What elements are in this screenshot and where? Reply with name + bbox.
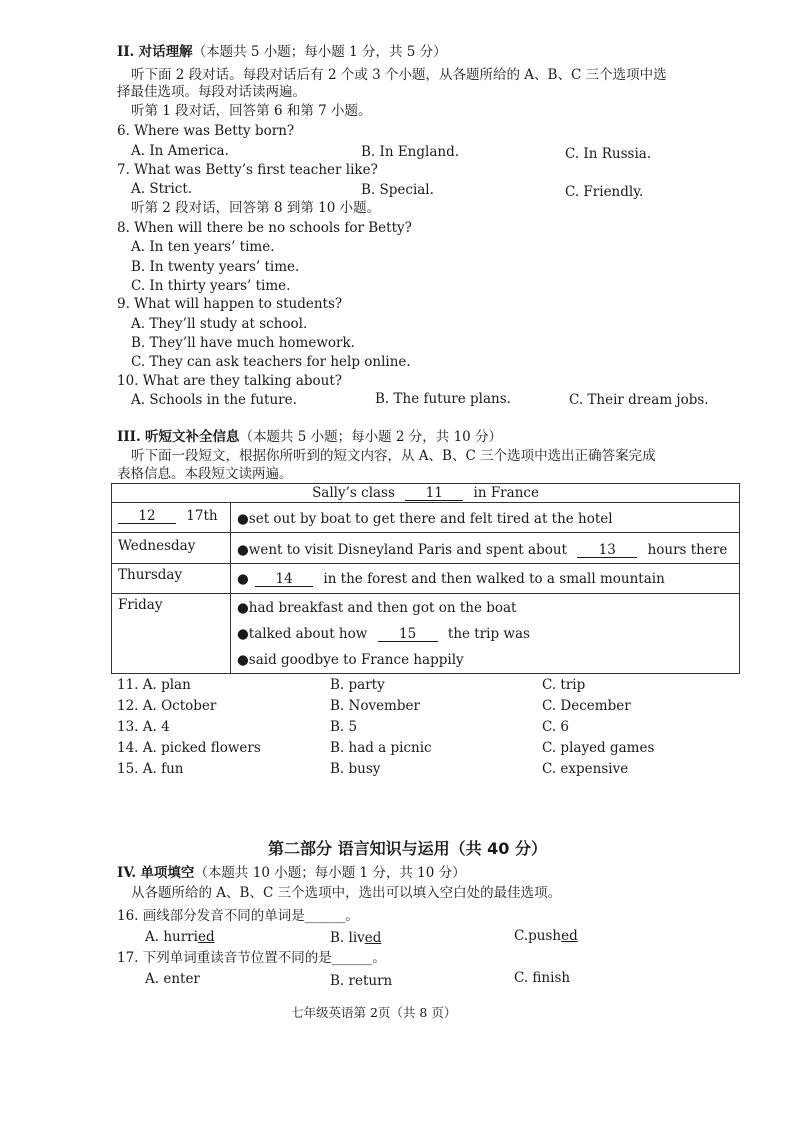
section-3-num: III. [117,429,141,445]
q6-option-c: C. In Russia. [565,146,652,162]
question-9: 9. What will happen to students? [117,296,343,312]
bullet-icon: ● [237,652,249,668]
section-4-instruction: 从各题所给的 A、B、C 三个选项中，选出可以填入空白处的最佳选项。 [131,885,562,901]
bullet-icon: ● [237,626,249,642]
row-activity-cell [231,564,740,594]
q13-option-b: B. 5 [330,719,358,735]
q13-option-c: C. 6 [542,719,570,735]
question-10: 10. What are they talking about? [117,373,342,389]
q15-option-a: 15. A. fun [117,761,184,777]
q15-option-b: B. busy [330,761,381,777]
section-3-instruction-2: 表格信息。本段短文读两遍。 [117,466,293,482]
row-day-cell: Friday [112,594,231,674]
bullet-icon: ● [237,600,249,616]
section-4-note: （本题共 10 小题；每小题 1 分，共 10 分） [194,865,466,881]
q11-option-a: 11. A. plan [117,677,191,693]
q10-option-a: A. Schools in the future. [131,392,297,408]
table-row [112,594,740,674]
section-3-note: （本题共 5 小题；每小题 2 分，共 10 分） [239,429,503,445]
table-title-text: Sally’s class [312,485,395,501]
q16-option-c: C.pushed [514,928,578,944]
part-2-title: 第二部分 语言知识与运用（共 40 分） [268,839,547,858]
q6-option-a: A. In America. [131,143,229,159]
section-2-instruction-1: 听下面 2 段对话。每段对话后有 2 个或 3 个小题，从各题所给的 A、B、C 三个选项中选 [131,67,667,83]
section-2-note: （本题共 5 小题；每小题 1 分，共 5 分） [192,44,447,60]
row-date-cell [112,503,231,533]
q7-option-a: A. Strict. [131,181,193,197]
blank-15: 15 [378,627,438,642]
dialog-1-intro: 听第 1 段对话，回答第 6 和第 7 小题。 [131,103,372,119]
row-day-cell: Wednesday [112,533,231,564]
q8-option-c: C. In thirty years’ time. [131,278,291,294]
q17-option-b: B. return [330,973,393,989]
table-row [112,564,740,594]
question-16: 16. 画线部分发音不同的单词是______。 [117,908,359,924]
q14-option-a: 14. A. picked flowers [117,740,261,756]
question-8: 8. When will there be no schools for Betty? [117,220,412,236]
section-3-instruction-1: 听下面一段短文，根据你所听到的短文内容，从 A、B、C 三个选项中选出正确答案完成 [131,448,656,464]
section-2-instruction-2: 择最佳选项。每段对话读两遍。 [117,84,306,100]
q17-option-c: C. finish [514,970,571,986]
section-4-title: 单项填空 [140,865,195,881]
q16-option-b: B. lived [330,930,382,946]
q10-option-c: C. Their dream jobs. [569,392,709,408]
q9-option-c: C. They can ask teachers for help online. [131,354,411,370]
q8-option-a: A. In ten years’ time. [131,239,275,255]
q17-option-a: A. enter [145,971,200,987]
row-day-cell: Thursday [112,564,231,594]
section-2-heading [117,43,447,61]
page-footer: 七年级英语第 2页（共 8 页） [291,1005,457,1020]
blank-11: 11 [405,486,463,501]
q14-option-b: B. had a picnic [330,740,432,756]
table-row [112,533,740,564]
blank-12: 12 [118,509,176,524]
q11-option-c: C. trip [542,677,586,693]
table-row [112,503,740,533]
table-title-suffix: in France [473,485,539,501]
q7-option-b: B. Special. [361,182,434,198]
bullet-icon: ● [237,542,249,558]
blank-13: 13 [577,543,637,558]
q11-option-b: B. party [330,677,385,693]
q15-option-c: C. expensive [542,761,629,777]
row-activity-cell [231,594,740,674]
q12-option-c: C. December [542,698,631,714]
friday-line-1: ●had breakfast and then got on the boat [237,600,517,616]
q13-option-a: 13. A. 4 [117,719,170,735]
question-7: 7. What was Betty’s first teacher like? [117,162,378,178]
section-4-heading [117,864,466,882]
section-2-num: II. [117,44,135,60]
row-activity: set out by boat to get there and felt tired at the hotel [248,511,613,527]
q16-option-a: A. hurried [145,929,215,945]
friday-line-3: ●said goodbye to France happily [237,652,464,668]
bullet-icon: ● [237,571,249,587]
blank-14: 14 [255,572,313,587]
dialog-2-intro: 听第 2 段对话，回答第 8 到第 10 小题。 [131,200,381,216]
row-activity: in the forest and then walked to a small mountain [323,571,665,587]
info-table [111,483,740,674]
question-6: 6. Where was Betty born? [117,123,295,139]
q12-option-a: 12. A. October [117,698,217,714]
q9-option-a: A. They’ll study at school. [131,316,308,332]
friday-line-2: ●talked about how 15 the trip was [237,626,530,642]
q10-option-b: B. The future plans. [375,391,511,407]
question-17: 17. 下列单词重读音节位置不同的是______。 [117,950,386,966]
section-3-title: 听短文补全信息 [144,429,240,445]
q7-option-c: C. Friendly. [565,184,644,200]
row-activity: went to visit Disneyland Paris and spent about [248,542,567,558]
section-2-title: 对话理解 [138,44,193,60]
table-title [112,484,740,503]
q8-option-b: B. In twenty years’ time. [131,259,300,275]
bullet-icon: ● [237,511,249,527]
q9-option-b: B. They’ll have much homework. [131,335,355,351]
q12-option-b: B. November [330,698,420,714]
table-title-row [112,484,740,503]
row-activity-cell [231,503,740,533]
row-date: 17th [186,508,218,524]
q14-option-c: C. played games [542,740,655,756]
row-activity-cell [231,533,740,564]
row-activity-suffix: hours there [647,542,728,558]
section-3-heading [117,428,502,446]
q6-option-b: B. In England. [361,144,460,160]
section-4-num: IV. [117,865,137,881]
